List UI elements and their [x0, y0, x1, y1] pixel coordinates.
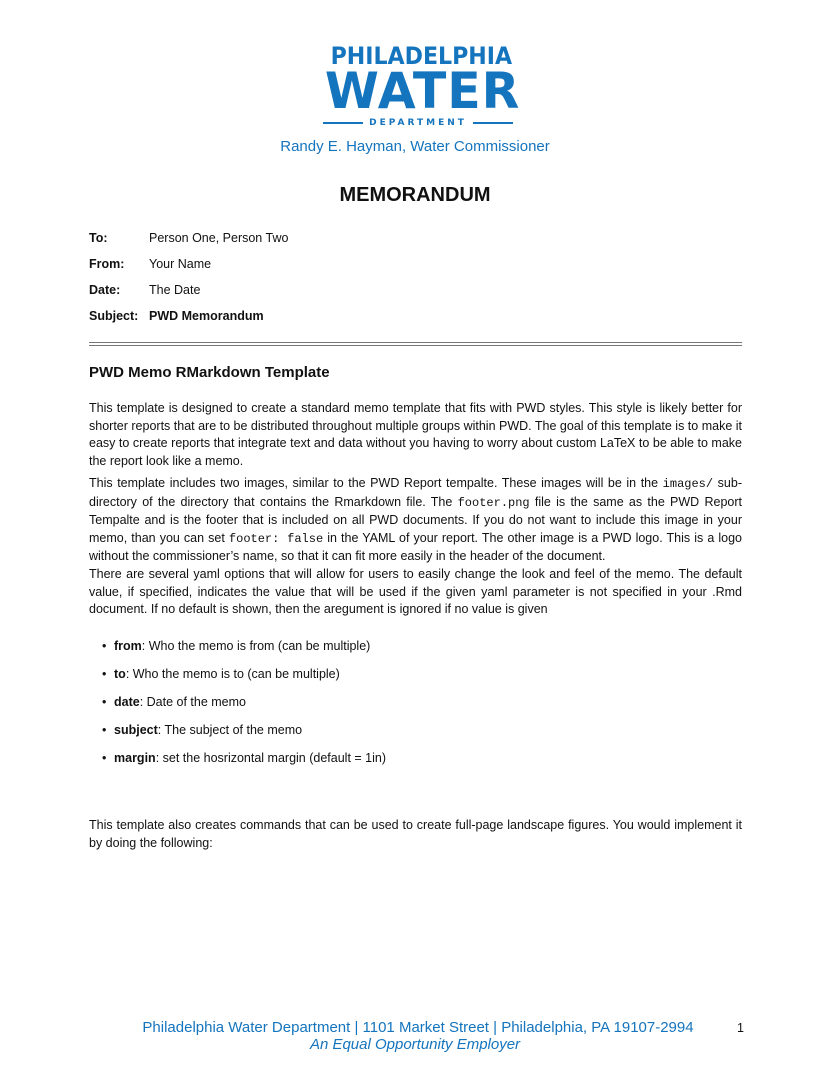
logo-line-1: PHILADELPHIA	[330, 42, 513, 70]
meta-from	[89, 257, 211, 271]
paragraph-2: This template includes two images, similar to the PWD Report tempalte. These images will be in the images/ sub-directory of the directory that contains the Rmarkdown file. The footer.png file is the same as the PWD Report Tempalte and is the footer that is included on all PWD documents. If you do not want to include this image in your memo, than you can set footer: false in the YAML of your report. The other image is a PWD logo. This is a logo without the commissioner’s name, so that it can fit more easily in the header of the document.	[89, 476, 742, 564]
list-item: • to: Who the memo is to (can be multiple)	[114, 667, 340, 681]
commissioner-name: Randy E. Hayman, Water Commissioner	[280, 138, 550, 155]
meta-value: Person One, Person Two	[149, 231, 289, 245]
meta-date	[89, 283, 200, 297]
page-title: MEMORANDUM	[339, 184, 491, 206]
pwd-logo	[323, 42, 521, 128]
paragraph-3: There are several yaml options that will allow for users to easily change the look and feel of the memo. The default value, if specified, indicates the value that will be used if the given yaml parameter is not specified in your .Rmd document. If no default is shown, then the aregument is ignored if no value is given	[89, 567, 742, 617]
meta-subject	[89, 309, 264, 323]
meta-key: Subject:	[89, 309, 139, 323]
logo-line-2: WATER	[324, 62, 521, 120]
meta-key: To:	[89, 231, 108, 245]
page-number: 1	[737, 1021, 744, 1035]
double-rule-divider	[89, 342, 742, 346]
meta-value: PWD Memorandum	[149, 309, 264, 323]
meta-key: From:	[89, 257, 125, 271]
meta-to	[89, 231, 288, 245]
list-item: • subject: The subject of the memo	[114, 723, 302, 737]
meta-value: The Date	[149, 283, 201, 297]
paragraph-4: This template also creates commands that can be used to create full-page landscape figures. You would implement it by doing the following:	[89, 818, 742, 850]
code-footer-false: footer: false	[228, 531, 324, 546]
meta-key: Date:	[89, 283, 121, 297]
list-item: • date: Date of the memo	[114, 695, 246, 709]
list-item: • margin: set the hosrizontal margin (default = 1in)	[114, 751, 386, 765]
footer-tagline: An Equal Opportunity Employer	[309, 1036, 521, 1053]
paragraph-1: This template is designed to create a standard memo template that fits with PWD styles. This style is likely better for shorter reports that are to be distributed throughout multiple groups within PWD. The goal of this template is to make it easy to create reports that integrate text and data without you having to worry about custom LaTeX to be able to make the report look like a memo.	[89, 401, 742, 468]
meta-value: Your Name	[149, 257, 212, 271]
list-item: • from: Who the memo is from (can be multiple)	[114, 639, 370, 653]
code-footer-png: footer.png	[457, 495, 530, 510]
code-images: images/	[662, 477, 714, 491]
section-heading: PWD Memo RMarkdown Template	[89, 364, 330, 381]
footer-address: Philadelphia Water Department | 1101 Market Street | Philadelphia, PA 19107-2994	[142, 1019, 694, 1036]
logo-department: DEPARTMENT	[369, 118, 467, 128]
